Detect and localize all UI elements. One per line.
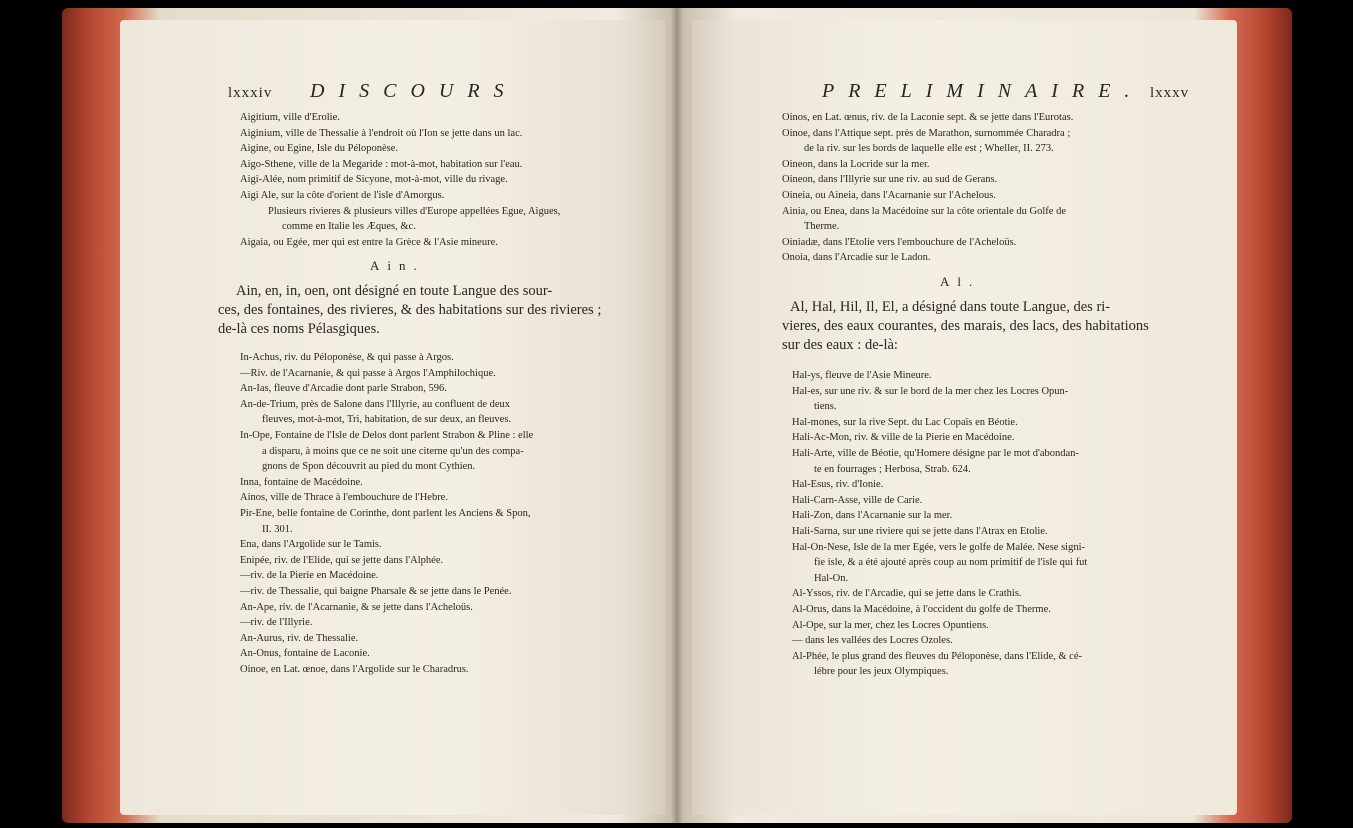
list-item: Al-Phée, le plus grand des fleuves du Péloponèse, dans l'Elide, & cé-: [792, 650, 1082, 662]
list-item: Hal-mones, sur la rive Sept. du Lac Copaïs en Béotie.: [792, 416, 1018, 428]
left-running-title: [310, 80, 518, 103]
list-item: Oineia, ou Aineia, dans l'Acarnanie sur l'Achelous.: [782, 189, 997, 201]
list-item: —riv. de Thessalie, qui baigne Pharsale & se jette dans le Penée.: [240, 585, 512, 597]
list-item: tiens.: [814, 401, 837, 413]
paragraph-line: Ain, en, in, oen, ont désigné en toute Langue des sour-: [236, 283, 553, 299]
list-item: II. 301.: [262, 523, 293, 535]
list-item: Onoia, dans l'Arcadie sur le Ladon.: [782, 252, 931, 264]
list-item: fleuves, mot-à-mot, Tri, habitation, de sur deux, an fleuves.: [262, 414, 512, 426]
list-item: —riv. de l'Illyrie.: [240, 617, 313, 629]
list-item: Aigaia, ou Egée, mer qui est entre la Grèce & l'Asie mineure.: [240, 236, 498, 248]
list-item: Hali-Arte, ville de Béotie, qu'Homere désigne par le mot d'abondan-: [792, 447, 1079, 459]
open-book: [62, 8, 1292, 823]
list-item: Aigine, ou Egine, Isle du Péloponèse.: [240, 143, 399, 155]
right-running-head: [1150, 85, 1189, 102]
list-item: Hal-ys, fleuve de l'Asie Mineure.: [792, 370, 932, 381]
paragraph-line: ces, des fontaines, des rivieres, & des habitations sur des rivieres ;: [218, 302, 602, 318]
list-item: Ena, dans l'Argolide sur le Tamis.: [240, 539, 382, 551]
list-item: Al-Yssos, riv. de l'Arcadie, qui se jette dans le Crathis.: [792, 588, 1022, 600]
left-page: [120, 20, 665, 815]
list-item: In-Ope, Fontaine de l'Isle de Delos dont parlent Strabon & Pline : elle: [240, 429, 534, 441]
list-item: Plusieurs rivieres & plusieurs villes d'Europe appellées Egue, Aigues,: [268, 205, 561, 217]
right-entries: [792, 368, 1087, 680]
list-item: Oinoe, dans l'Attique sept. près de Marathon, surnommée Charadra ;: [782, 127, 1071, 139]
left-entries: [228, 350, 533, 677]
intro-paragraph-al: [782, 298, 1149, 355]
paragraph-line: vieres, des eaux courantes, des marais, des lacs, des habitations: [782, 318, 1149, 334]
list-item: Enipée, riv. de l'Elide, qui se jette dans l'Alphée.: [240, 554, 444, 566]
right-page: [692, 20, 1237, 815]
list-item: Oineon, dans la Locride sur la mer.: [782, 158, 930, 170]
list-item: Hali-Zon, dans l'Acarnanie sur la mer.: [792, 510, 953, 522]
list-item: Al-Orus, dans la Macédoine, à l'occident du golfe de Therme.: [792, 603, 1051, 615]
list-item: Aigi-Alée, nom primitif de Sicyone, mot-à-mot, ville du rivage.: [240, 174, 508, 186]
left-entries-top: [228, 110, 560, 250]
list-item: Aigitium, ville d'Erolie.: [240, 112, 340, 123]
right-folio: lxxxv: [1150, 85, 1190, 101]
list-item: Aigi Ale, sur la côte d'orient de l'isle d'Amorgus.: [240, 189, 445, 201]
list-item: Hal-Esus, riv. d'Ionie.: [792, 479, 884, 491]
paragraph-line: Al, Hal, Hil, Il, El, a désigné dans toute Langue, des ri-: [790, 299, 1111, 315]
right-running-title: [822, 80, 1143, 103]
list-item: gnons de Spon découvrit au pied du mont Cythien.: [262, 461, 476, 473]
list-item: Oineon, dans l'Illyrie sur une riv. au sud de Gerans.: [782, 174, 998, 186]
list-item: Hal-es, sur une riv. & sur le bord de la mer chez les Locres Opun-: [792, 385, 1069, 397]
list-item: Aiginium, ville de Thessalie à l'endroit où l'Ion se jette dans un lac.: [240, 127, 523, 139]
paragraph-line: sur des eaux : de-là:: [782, 337, 898, 353]
list-item: Pir-Ene, belle fontaine de Corinthe, dont parlent les Anciens & Spon,: [240, 507, 531, 519]
list-item: Oinos, en Lat. œnus, riv. de la Laconie sept. & se jette dans l'Eurotas.: [782, 112, 1074, 123]
list-item: An-de-Trium, près de Salone dans l'Illyrie, au confluent de deux: [240, 398, 511, 410]
left-title: DISCOURS: [310, 80, 518, 102]
list-item: An-Onus, fontaine de Laconie.: [240, 648, 370, 660]
list-item: Aigo-Sthene, ville de la Megaride : mot-à-mot, habitation sur l'eau.: [240, 158, 523, 170]
right-title: PRELIMINAIRE.: [822, 80, 1144, 102]
list-item: Al-Ope, sur la mer, chez les Locres Opuntiens.: [792, 619, 989, 631]
list-item: Hali-Sarna, sur une riviere qui se jette dans l'Atrax en Etolie.: [792, 525, 1048, 537]
list-item: Oiniadæ, dans l'Etolie vers l'embouchure de l'Acheloüs.: [782, 236, 1017, 248]
list-item: Hali-Ac-Mon, riv. & ville de la Pierie en Macédoine.: [792, 432, 1015, 444]
left-running-head: [228, 85, 272, 102]
list-item: —Riv. de l'Acarnanie, & qui passe à Argos l'Amphilochique.: [240, 367, 496, 379]
list-item: comme en Italie les Æques, &c.: [282, 221, 416, 233]
list-item: Hal-On-Nese, Isle de la mer Egée, vers le golfe de Malée. Nese signi-: [792, 541, 1086, 553]
paragraph-line: de-là ces noms Pélasgiques.: [218, 321, 380, 337]
list-item: In-Achus, riv. du Péloponèse, & qui passe à Argos.: [240, 352, 454, 363]
list-item: An-Aurus, riv. de Thessalie.: [240, 632, 359, 644]
section-heading-al: Al.: [940, 274, 981, 289]
list-item: — dans les vallées des Locres Ozoles.: [792, 635, 953, 647]
list-item: lébre pour les jeux Olympiques.: [814, 666, 949, 678]
list-item: —riv. de la Pierie en Macédoine.: [240, 570, 379, 582]
list-item: Hal-On.: [814, 572, 849, 584]
list-item: Ainos, ville de Thrace à l'embouchure de l'Hebre.: [240, 492, 448, 504]
list-item: Ainia, ou Enea, dans la Macédoine sur la côte orientale du Golfe de: [782, 205, 1066, 217]
list-item: Hali-Carn-Asse, ville de Carie.: [792, 494, 923, 506]
list-item: Inna, fontaine de Macédoine.: [240, 476, 363, 488]
list-item: te en fourrages ; Herbosa, Strab. 624.: [814, 463, 971, 475]
intro-paragraph-ain: [218, 282, 601, 339]
list-item: Oinoe, en Lat. œnoe, dans l'Argolide sur le Charadrus.: [240, 663, 469, 675]
list-item: An-Ias, fleuve d'Arcadie dont parle Strabon, 596.: [240, 383, 447, 395]
list-item: a disparu, à moins que ce ne soit une citerne qu'un des compa-: [262, 445, 524, 457]
section-heading-ain: Ain.: [370, 258, 425, 273]
left-folio: lxxxiv: [228, 85, 273, 101]
list-item: fie isle, & a été ajouté après coup au nom primitif de l'isle qui fut: [814, 557, 1088, 569]
list-item: An-Ape, riv. de l'Acarnanie, & se jette dans l'Acheloüs.: [240, 601, 473, 613]
right-entries-top: [782, 110, 1073, 266]
list-item: Therme.: [804, 221, 840, 233]
list-item: de la riv. sur les bords de laquelle elle est ; Wheller, II. 273.: [804, 143, 1054, 155]
